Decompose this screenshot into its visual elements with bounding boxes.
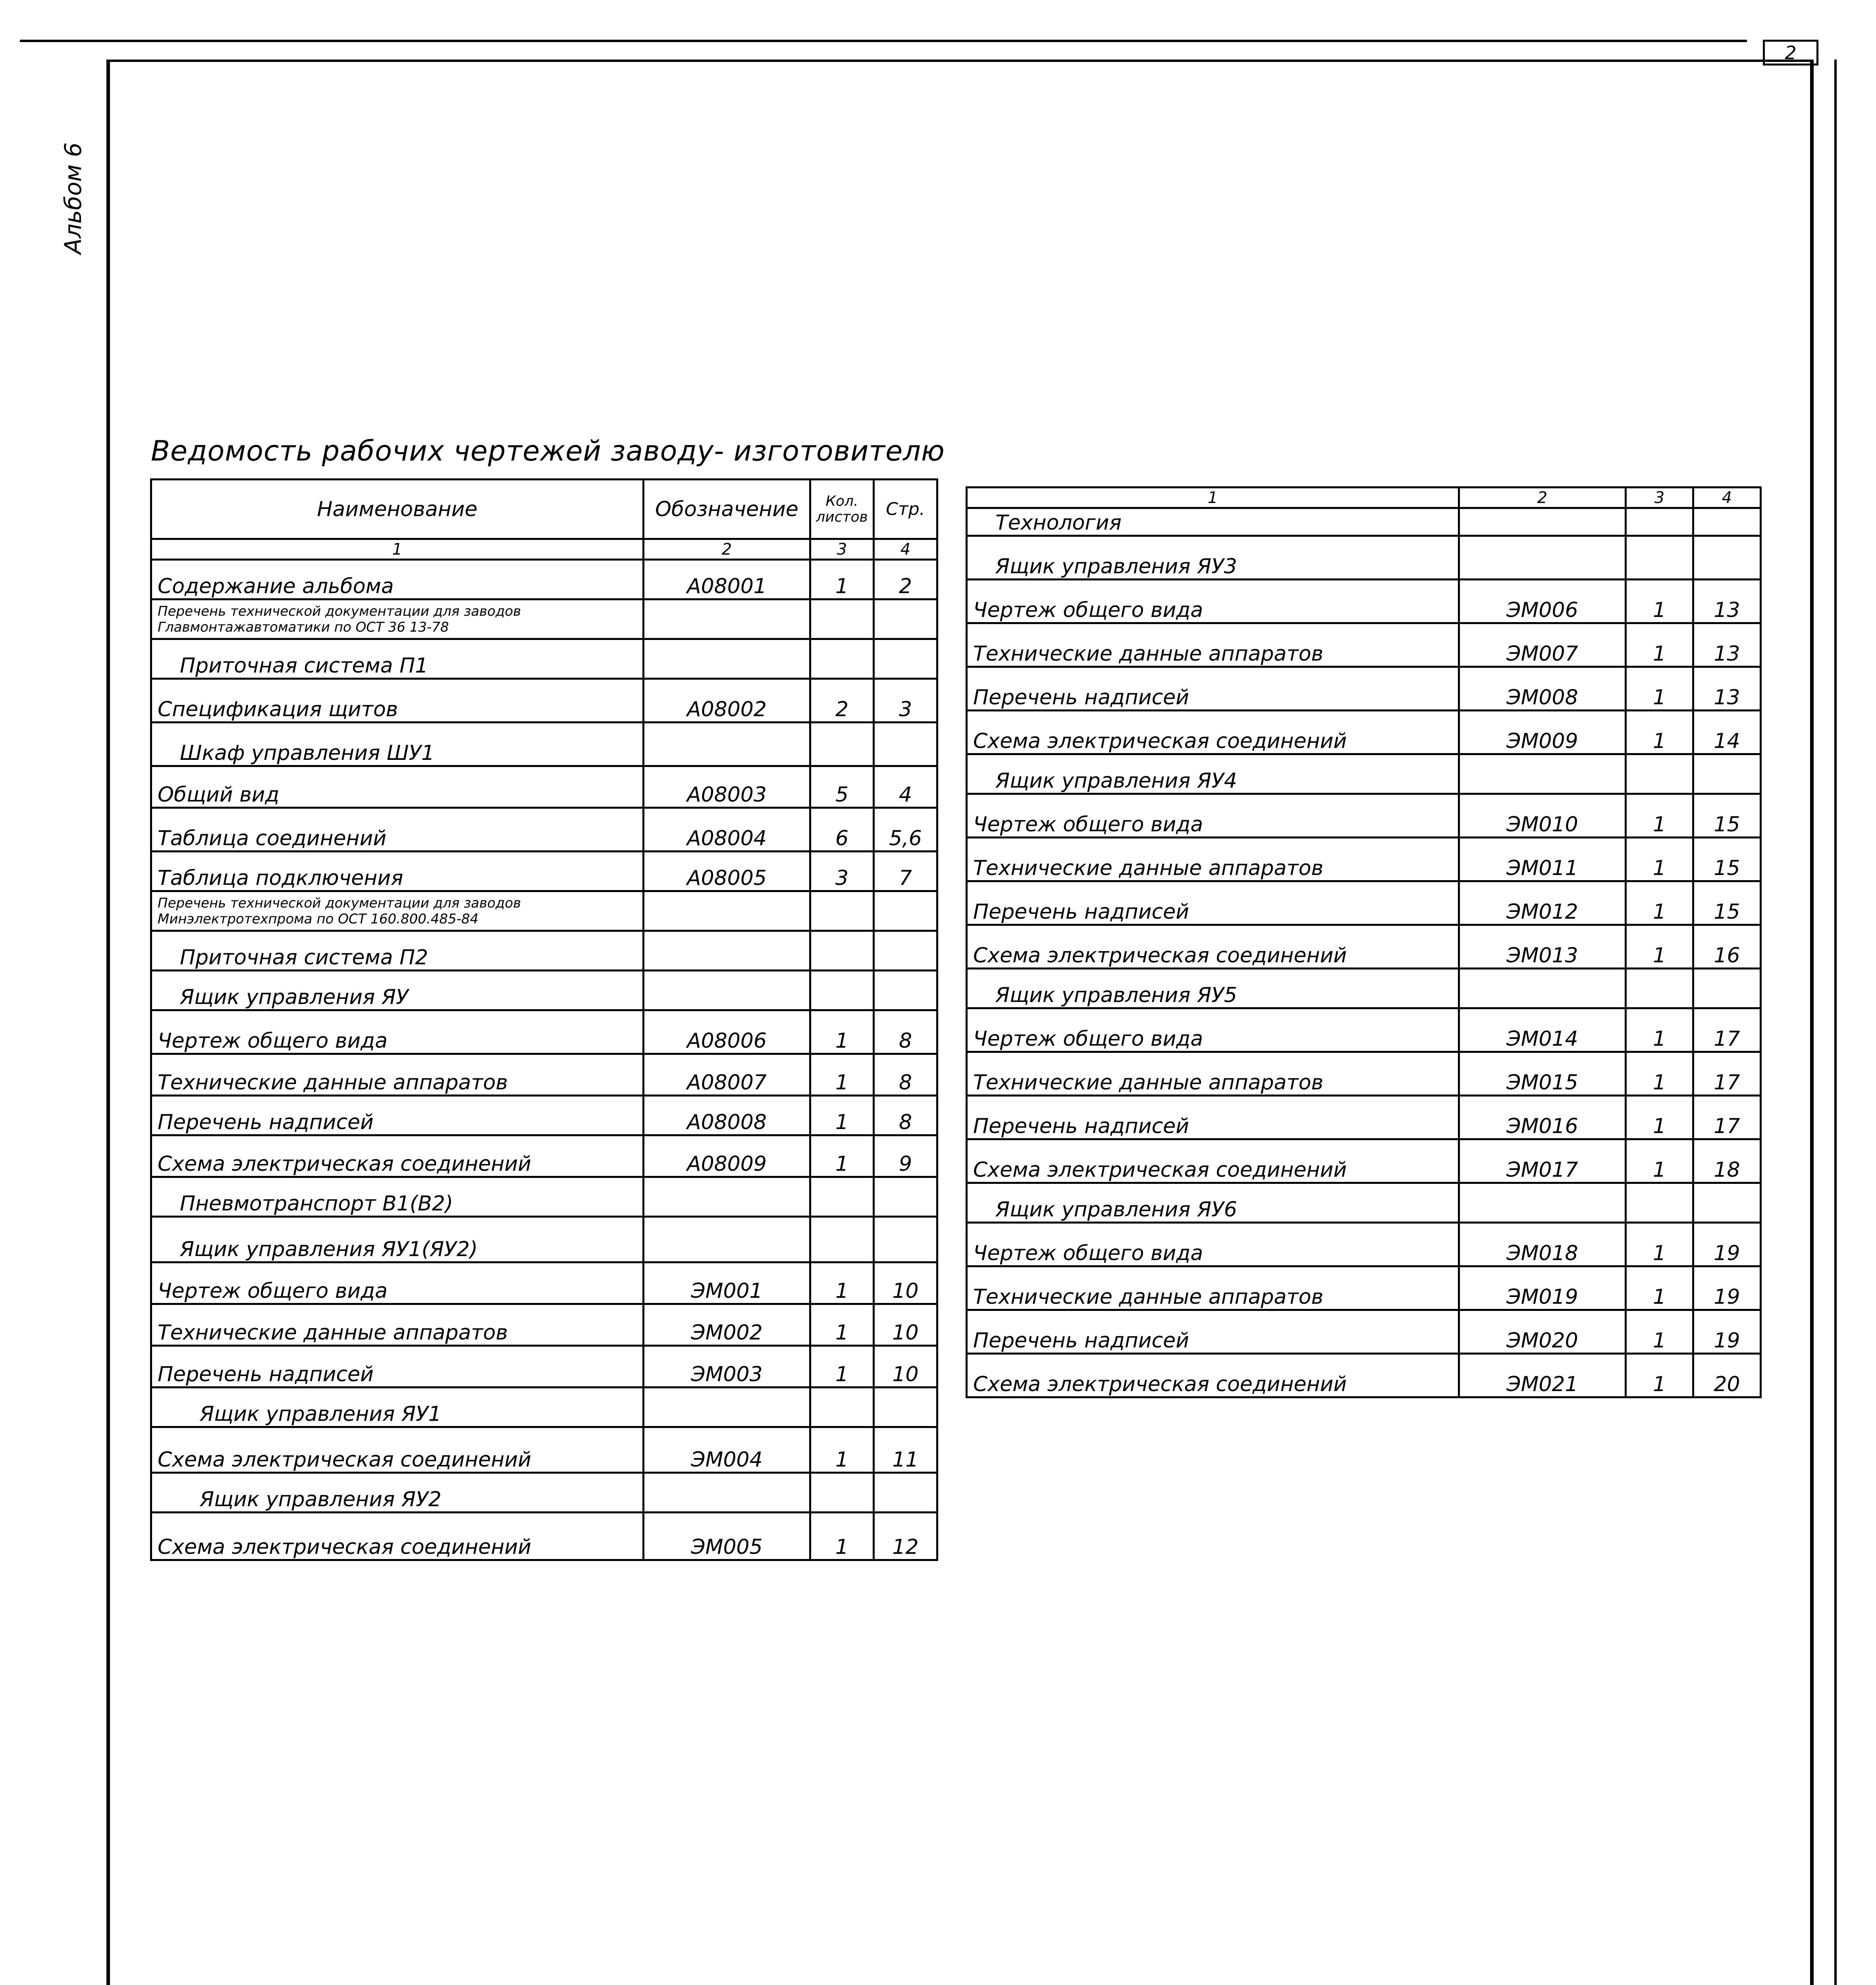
row-sheets: 1 (1626, 838, 1693, 881)
row-designation (644, 1177, 810, 1217)
row-sheets: 1 (1626, 711, 1693, 754)
row-sheets (810, 1177, 874, 1217)
row-designation: А08007 (644, 1054, 810, 1096)
row-designation: ЭМ001 (644, 1262, 810, 1304)
row-page: 15 (1693, 881, 1761, 925)
row-designation: А08004 (644, 808, 810, 852)
colnum: 2 (644, 539, 810, 560)
row-page (874, 1177, 937, 1217)
row-name: Перечень надписей (151, 1096, 644, 1135)
table-row (151, 808, 937, 852)
table-row (151, 679, 937, 723)
row-page: 10 (874, 1262, 937, 1304)
row-name: Схема электрическая соединений (967, 925, 1459, 969)
table-row (151, 971, 937, 1010)
table-row (967, 536, 1761, 580)
row-name: Ящик управления ЯУ (151, 971, 644, 1010)
row-page: 4 (874, 766, 937, 808)
row-designation: А08009 (644, 1135, 810, 1177)
row-page: 9 (874, 1135, 937, 1177)
colnum: 4 (874, 539, 937, 560)
table-row (151, 1304, 937, 1346)
row-designation: ЭМ010 (1459, 794, 1626, 838)
row-designation: ЭМ009 (1459, 711, 1626, 754)
row-page (1693, 536, 1761, 580)
row-sheets: 1 (1626, 1052, 1693, 1096)
table-row (151, 639, 937, 679)
colnum: 2 (1459, 488, 1626, 508)
row-sheets: 1 (810, 1262, 874, 1304)
table-row (967, 508, 1761, 536)
row-designation (1459, 754, 1626, 794)
colnum: 1 (967, 488, 1459, 508)
row-designation: ЭМ003 (644, 1346, 810, 1388)
table-row (151, 1054, 937, 1096)
table-row (967, 881, 1761, 925)
row-designation: ЭМ008 (1459, 667, 1626, 711)
column-number-row (151, 539, 937, 560)
row-page: 15 (1693, 838, 1761, 881)
row-designation (644, 891, 810, 931)
row-name: Схема электрическая соединений (151, 1513, 644, 1560)
table-row (967, 580, 1761, 623)
row-designation: А08006 (644, 1010, 810, 1054)
row-designation (1459, 969, 1626, 1008)
row-designation (1459, 1183, 1626, 1223)
row-sheets: 3 (810, 852, 874, 891)
table-row (967, 667, 1761, 711)
row-sheets: 1 (810, 1304, 874, 1346)
row-name: Перечень надписей (967, 667, 1459, 711)
row-name: Ящик управления ЯУ3 (967, 536, 1459, 580)
row-sheets: 6 (810, 808, 874, 852)
row-name: Перечень технической документации для заводов Минэлектротехпрома по ОСТ 160.800.485-84 (151, 891, 644, 931)
row-designation (644, 1473, 810, 1513)
row-page (874, 639, 937, 679)
row-sheets (1626, 969, 1693, 1008)
table-row (967, 1096, 1761, 1139)
row-name: Ящик управления ЯУ2 (151, 1473, 644, 1513)
row-sheets (810, 639, 874, 679)
row-page: 13 (1693, 667, 1761, 711)
header-page: Стр. (874, 480, 937, 539)
table-row (151, 1346, 937, 1388)
row-designation: ЭМ015 (1459, 1052, 1626, 1096)
colnum: 4 (1693, 488, 1761, 508)
row-sheets: 1 (1626, 925, 1693, 969)
row-sheets: 1 (1626, 1266, 1693, 1310)
row-name: Ящик управления ЯУ1(ЯУ2) (151, 1217, 644, 1262)
row-designation (1459, 536, 1626, 580)
row-sheets: 1 (1626, 1096, 1693, 1139)
row-sheets: 1 (810, 1513, 874, 1560)
row-page: 8 (874, 1010, 937, 1054)
column-number-row (967, 488, 1761, 508)
table-row (151, 1135, 937, 1177)
row-name: Чертеж общего вида (151, 1262, 644, 1304)
table-row (967, 1354, 1761, 1397)
row-designation: ЭМ019 (1459, 1266, 1626, 1310)
row-designation (1459, 508, 1626, 536)
row-name: Спецификация щитов (151, 679, 644, 723)
left-drawings-table (150, 478, 938, 1561)
table-row (151, 891, 937, 931)
row-sheets: 1 (1626, 1354, 1693, 1397)
row-page (874, 1388, 937, 1427)
row-designation: А08003 (644, 766, 810, 808)
row-sheets: 1 (810, 1427, 874, 1473)
row-name: Чертеж общего вида (967, 1223, 1459, 1266)
row-name: Общий вид (151, 766, 644, 808)
row-page: 7 (874, 852, 937, 891)
row-sheets (1626, 508, 1693, 536)
table-row (151, 1177, 937, 1217)
row-sheets (810, 723, 874, 766)
table-row (967, 1139, 1761, 1183)
table-row (967, 1310, 1761, 1354)
row-name: Технические данные аппаратов (967, 623, 1459, 667)
row-sheets: 1 (810, 1346, 874, 1388)
row-page: 12 (874, 1513, 937, 1560)
row-sheets (1626, 754, 1693, 794)
row-name: Схема электрическая соединений (967, 1139, 1459, 1183)
row-page: 3 (874, 679, 937, 723)
row-page (874, 1217, 937, 1262)
row-name: Чертеж общего вида (967, 794, 1459, 838)
row-page: 19 (1693, 1310, 1761, 1354)
row-designation: ЭМ016 (1459, 1096, 1626, 1139)
row-name: Схема электрическая соединений (967, 1354, 1459, 1397)
row-designation: ЭМ013 (1459, 925, 1626, 969)
row-sheets: 1 (1626, 623, 1693, 667)
row-designation: ЭМ012 (1459, 881, 1626, 925)
row-designation (644, 599, 810, 639)
row-name: Технические данные аппаратов (967, 1052, 1459, 1096)
row-page (874, 891, 937, 931)
table-row (151, 852, 937, 891)
table-row (151, 1262, 937, 1304)
row-designation: ЭМ011 (1459, 838, 1626, 881)
row-sheets: 1 (1626, 1310, 1693, 1354)
row-sheets: 1 (1626, 1223, 1693, 1266)
table-row (967, 1052, 1761, 1096)
row-designation (644, 723, 810, 766)
row-page: 5,6 (874, 808, 937, 852)
row-page: 14 (1693, 711, 1761, 754)
row-page: 2 (874, 560, 937, 599)
row-name: Технология (967, 508, 1459, 536)
row-sheets (810, 971, 874, 1010)
row-name: Технические данные аппаратов (151, 1054, 644, 1096)
row-sheets (1626, 1183, 1693, 1223)
row-name: Таблица соединений (151, 808, 644, 852)
row-designation: А08008 (644, 1096, 810, 1135)
right-drawings-table (966, 486, 1762, 1398)
row-designation: ЭМ007 (1459, 623, 1626, 667)
top-border-line (20, 40, 1747, 42)
row-name: Технические данные аппаратов (967, 838, 1459, 881)
row-page: 11 (874, 1427, 937, 1473)
row-designation: ЭМ006 (1459, 580, 1626, 623)
row-page: 16 (1693, 925, 1761, 969)
row-sheets (1626, 536, 1693, 580)
table-row (151, 560, 937, 599)
table-row (967, 623, 1761, 667)
row-page: 10 (874, 1346, 937, 1388)
row-name: Содержание альбома (151, 560, 644, 599)
row-name: Перечень технической документации для заводов Главмонтажавтоматики по ОСТ 36 13-78 (151, 599, 644, 639)
table-row (967, 969, 1761, 1008)
row-sheets: 1 (1626, 794, 1693, 838)
row-name: Ящик управления ЯУ6 (967, 1183, 1459, 1223)
row-page: 13 (1693, 623, 1761, 667)
table-row (967, 838, 1761, 881)
row-sheets: 1 (810, 1054, 874, 1096)
header-designation: Обозначение (644, 480, 810, 539)
table-row (151, 1473, 937, 1513)
row-page: 19 (1693, 1223, 1761, 1266)
row-page: 17 (1693, 1008, 1761, 1052)
row-designation: ЭМ020 (1459, 1310, 1626, 1354)
row-page (1693, 969, 1761, 1008)
row-name: Таблица подключения (151, 852, 644, 891)
row-name: Перечень надписей (151, 1346, 644, 1388)
row-name: Шкаф управления ШУ1 (151, 723, 644, 766)
row-page: 15 (1693, 794, 1761, 838)
row-page (874, 723, 937, 766)
header-name: Наименование (151, 480, 644, 539)
table-row (967, 925, 1761, 969)
row-name: Пневмотранспорт В1(В2) (151, 1177, 644, 1217)
colnum: 3 (1626, 488, 1693, 508)
row-sheets: 1 (1626, 881, 1693, 925)
row-name: Чертеж общего вида (967, 580, 1459, 623)
table-row (151, 1010, 937, 1054)
row-page: 17 (1693, 1052, 1761, 1096)
row-sheets: 1 (810, 1010, 874, 1054)
row-name: Перечень надписей (967, 1310, 1459, 1354)
row-name: Ящик управления ЯУ5 (967, 969, 1459, 1008)
row-sheets: 5 (810, 766, 874, 808)
table-row (151, 599, 937, 639)
row-page (874, 931, 937, 971)
table-row (967, 1223, 1761, 1266)
row-name: Приточная система П2 (151, 931, 644, 971)
colnum: 3 (810, 539, 874, 560)
row-name: Ящик управления ЯУ1 (151, 1388, 644, 1427)
row-designation (644, 1388, 810, 1427)
row-sheets (810, 891, 874, 931)
row-sheets: 2 (810, 679, 874, 723)
frame-outer-right-line (1834, 60, 1837, 1985)
row-page: 8 (874, 1054, 937, 1096)
row-designation: ЭМ004 (644, 1427, 810, 1473)
row-designation (644, 971, 810, 1010)
table-row (967, 754, 1761, 794)
row-designation: ЭМ017 (1459, 1139, 1626, 1183)
table-row (967, 711, 1761, 754)
row-sheets (810, 1217, 874, 1262)
row-page: 8 (874, 1096, 937, 1135)
row-page: 20 (1693, 1354, 1761, 1397)
row-designation: А08002 (644, 679, 810, 723)
header-sheets: Кол. листов (810, 480, 874, 539)
table-row (151, 931, 937, 971)
row-name: Технические данные аппаратов (967, 1266, 1459, 1310)
row-name: Схема электрическая соединений (151, 1135, 644, 1177)
row-name: Схема электрическая соединений (151, 1427, 644, 1473)
row-page (1693, 754, 1761, 794)
row-name: Технические данные аппаратов (151, 1304, 644, 1346)
table-row (151, 766, 937, 808)
row-page: 18 (1693, 1139, 1761, 1183)
table-row (967, 1008, 1761, 1052)
row-designation: ЭМ018 (1459, 1223, 1626, 1266)
row-sheets: 1 (810, 1135, 874, 1177)
row-name: Перечень надписей (967, 881, 1459, 925)
row-name: Схема электрическая соединений (967, 711, 1459, 754)
row-designation: ЭМ005 (644, 1513, 810, 1560)
row-designation (644, 931, 810, 971)
row-designation (644, 1217, 810, 1262)
row-designation: ЭМ021 (1459, 1354, 1626, 1397)
row-page: 13 (1693, 580, 1761, 623)
table-row (151, 1388, 937, 1427)
row-designation: ЭМ002 (644, 1304, 810, 1346)
row-page (874, 971, 937, 1010)
row-sheets: 1 (1626, 1139, 1693, 1183)
row-sheets (810, 1388, 874, 1427)
row-sheets (810, 1473, 874, 1513)
album-label: Альбом 6 (60, 142, 87, 254)
row-page (1693, 1183, 1761, 1223)
row-page: 17 (1693, 1096, 1761, 1139)
row-page: 19 (1693, 1266, 1761, 1310)
sheet-number: 2 (1763, 40, 1818, 66)
row-page (1693, 508, 1761, 536)
table-row (151, 1427, 937, 1473)
row-name: Приточная система П1 (151, 639, 644, 679)
row-sheets (810, 599, 874, 639)
row-page (874, 1473, 937, 1513)
row-designation: ЭМ014 (1459, 1008, 1626, 1052)
row-page (874, 599, 937, 639)
row-name: Ящик управления ЯУ4 (967, 754, 1459, 794)
row-name: Чертеж общего вида (151, 1010, 644, 1054)
colnum: 1 (151, 539, 644, 560)
row-sheets: 1 (1626, 667, 1693, 711)
row-sheets: 1 (810, 560, 874, 599)
table-row (967, 794, 1761, 838)
header-row (151, 480, 937, 539)
row-sheets (810, 931, 874, 971)
row-name: Перечень надписей (967, 1096, 1459, 1139)
table-row (151, 723, 937, 766)
table-row (967, 1266, 1761, 1310)
row-designation (644, 639, 810, 679)
table-row (151, 1513, 937, 1560)
row-sheets: 1 (810, 1096, 874, 1135)
row-sheets: 1 (1626, 580, 1693, 623)
row-designation: А08005 (644, 852, 810, 891)
row-name: Чертеж общего вида (967, 1008, 1459, 1052)
document-title: Ведомость рабочих чертежей заводу- изготовителю (151, 435, 945, 467)
table-row (151, 1217, 937, 1262)
table-row (967, 1183, 1761, 1223)
row-page: 10 (874, 1304, 937, 1346)
row-sheets: 1 (1626, 1008, 1693, 1052)
table-row (151, 1096, 937, 1135)
row-designation: А08001 (644, 560, 810, 599)
